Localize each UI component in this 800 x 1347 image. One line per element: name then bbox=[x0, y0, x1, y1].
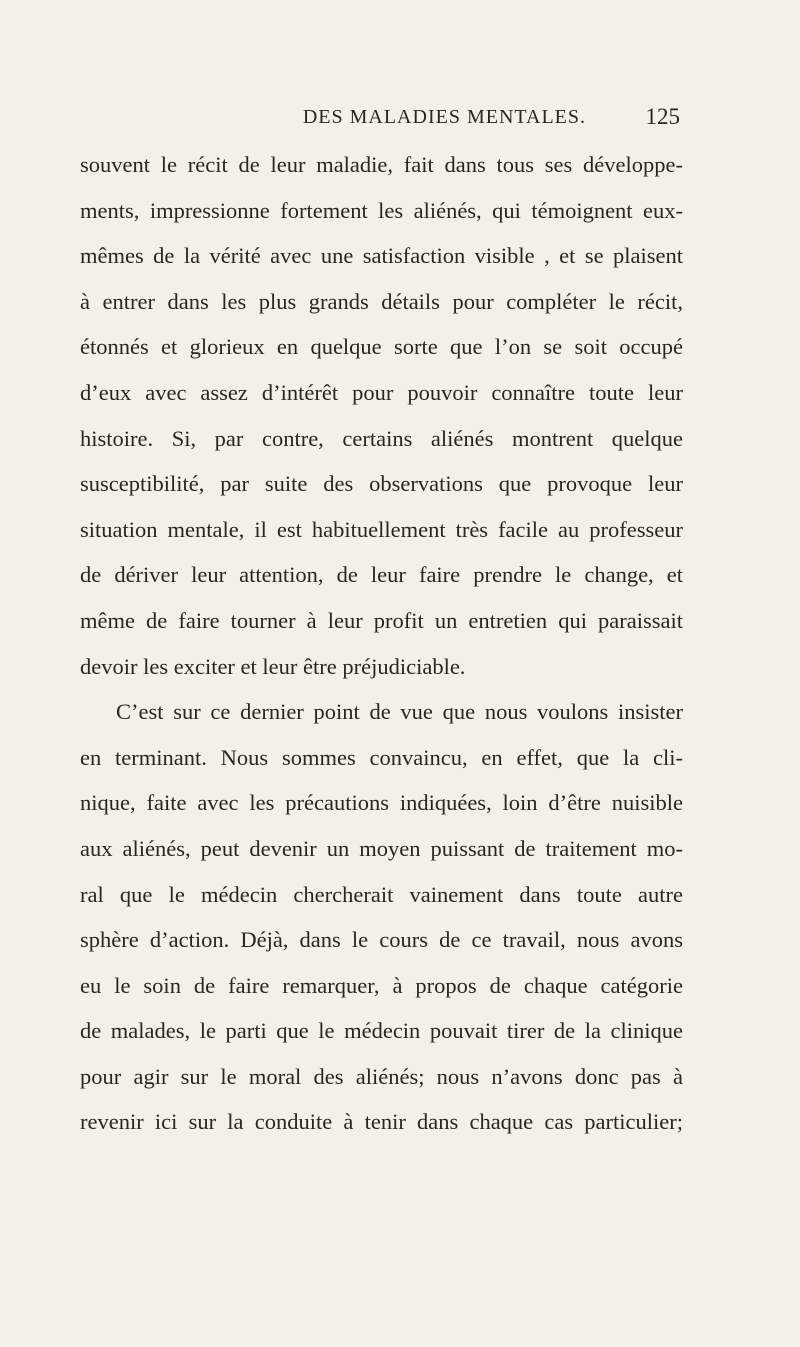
text-line: sphère d’action. Déjà, dans le cours de ce travail, nous avons bbox=[80, 927, 683, 953]
text-line: ments, impressionne fortement les aliénés, qui témoignent eux- bbox=[80, 197, 683, 223]
body-text bbox=[80, 142, 683, 1145]
text-line: d’eux avec assez d’intérêt pour pouvoir connaître toute leur bbox=[80, 379, 683, 405]
text-line: revenir ici sur la conduite à tenir dans chaque cas particulier; bbox=[80, 1109, 683, 1135]
text-line: histoire. Si, par contre, certains aliénés montrent quelque bbox=[80, 425, 683, 451]
text-line: nique, faite avec les précautions indiquées, loin d’être nuisible bbox=[80, 790, 683, 816]
text-line: à entrer dans les plus grands détails pour compléter le récit, bbox=[80, 288, 683, 314]
text-line: souvent le récit de leur maladie, fait dans tous ses développe- bbox=[80, 152, 683, 177]
text-line: ral que le médecin chercherait vainement dans toute autre bbox=[80, 881, 683, 907]
text-line: eu le soin de faire remarquer, à propos de chaque catégorie bbox=[80, 972, 683, 998]
running-title: DES MALADIES MENTALES. bbox=[302, 106, 586, 128]
page-number: 125 bbox=[645, 104, 680, 129]
text-line: aux aliénés, peut devenir un moyen puissant de traitement mo- bbox=[80, 835, 683, 861]
text-line: même de faire tourner à leur profit un entretien qui paraissait bbox=[80, 607, 683, 633]
text-line: en terminant. Nous sommes convaincu, en effet, que la cli- bbox=[80, 744, 683, 770]
running-head bbox=[0, 102, 800, 132]
text-line: de malades, le parti que le médecin pouvait tirer de la clinique bbox=[80, 1018, 683, 1044]
text-line: devoir les exciter et leur être préjudiciable. bbox=[80, 653, 466, 679]
text-line: de dériver leur attention, de leur faire prendre le change, et bbox=[80, 562, 683, 588]
text-line: situation mentale, il est habituellement très facile au professeur bbox=[80, 516, 683, 542]
text-line: pour agir sur le moral des aliénés; nous n’avons donc pas à bbox=[80, 1063, 683, 1089]
text-line: étonnés et glorieux en quelque sorte que l’on se soit occupé bbox=[80, 334, 683, 360]
text-line: susceptibilité, par suite des observations que provoque leur bbox=[80, 471, 683, 497]
paragraph-start-line: C’est sur ce dernier point de vue que nous voulons insister bbox=[116, 699, 683, 725]
text-line: mêmes de la vérité avec une satisfaction visible , et se plaisent bbox=[80, 243, 683, 269]
